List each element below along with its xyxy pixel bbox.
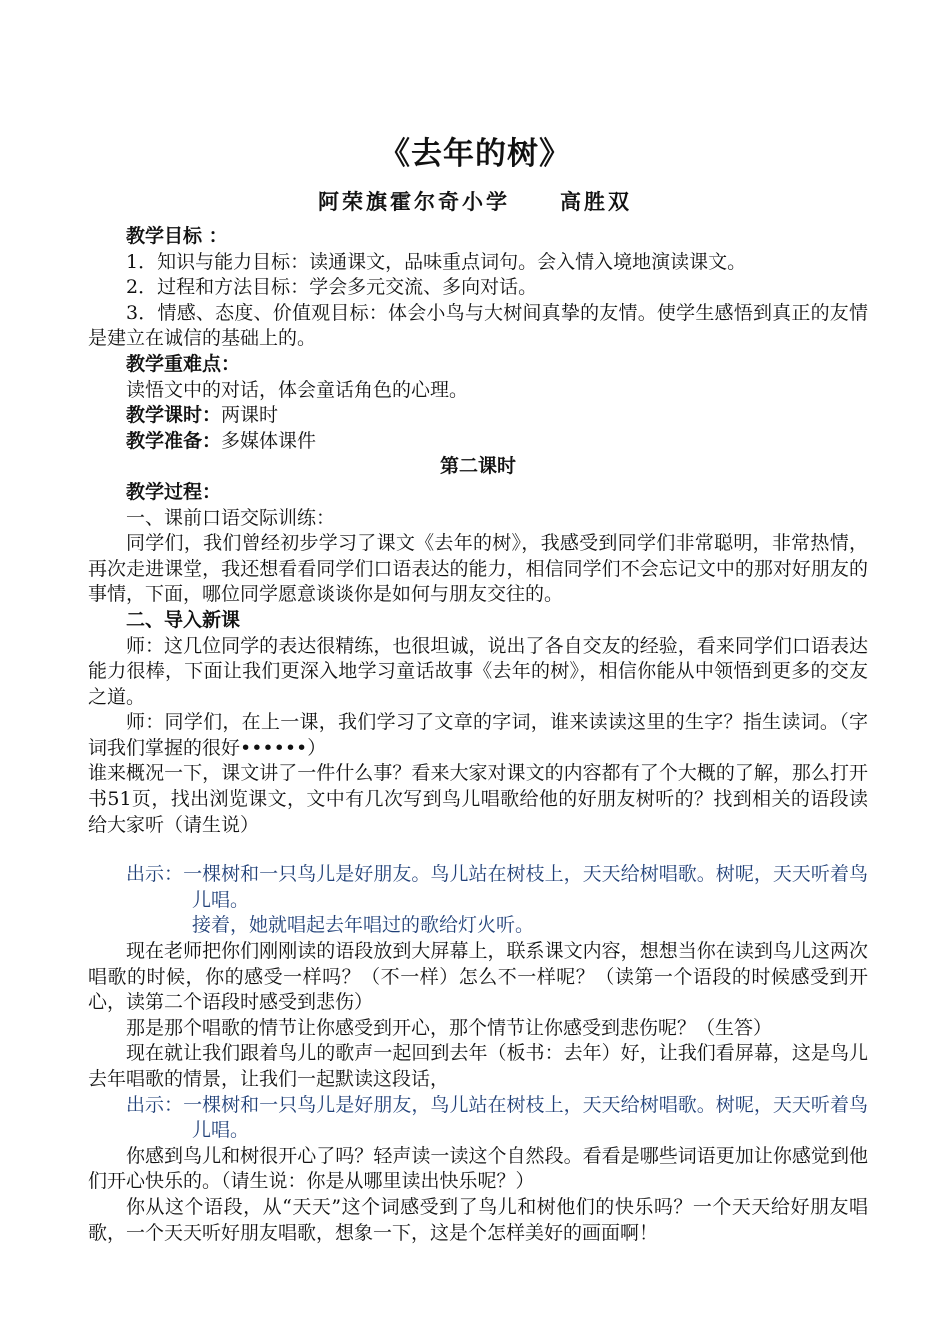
lesson-heading: 第二课时 — [439, 455, 516, 478]
section-1-heading: 一、课前口语交际训练： — [126, 506, 336, 529]
shown-quote-2: 接着，她就唱起去年唱过的歌给灯火听。 — [192, 914, 535, 937]
process-heading: 教学过程： — [126, 480, 222, 503]
paragraph-1: 同学们，我们曾经初步学习了课文《去年的树》，我感受到同学们非常聪明，非常热情，再次走进课堂，我还想看看同学们口语表达的能力，相信同学们不会忘记文中的那对好朋友的事情，下面，哪位同学愿意谈谈你是如何与朋友交往的。 — [88, 532, 868, 606]
section-2-heading: 二、导入新课 — [126, 608, 241, 631]
paragraph-2: 师：这几位同学的表达很精练，也很坦诚，说出了各自交友的经验，看来同学们口语表达能力很棒，下面让我们更深入地学习童话故事《去年的树》，相信你能从中领悟到更多的交友之道。 — [88, 634, 868, 708]
prep-value: 多媒体课件 — [221, 429, 317, 452]
objective-2: 2．过程和方法目标：学会多元交流、多向对话。 — [126, 276, 538, 299]
paragraph-4: 谁来概况一下，课文讲了一件什么事？看来大家对课文的内容都有了个大概的了解，那么打开书51页，找出浏览课文，文中有几次写到鸟儿唱歌给他的好朋友树听的？找到相关的语段读给大家听（请生说） — [88, 762, 868, 836]
objective-1: 1．知识与能力目标：读通课文，品味重点词句。会入情入境地演读课文。 — [126, 250, 747, 273]
difficulty-heading: 教学重难点： — [126, 352, 241, 375]
paragraph-3: 师：同学们，在上一课，我们学习了文章的字词，谁来读读这里的生字？指生读词。（字词我们掌握的很好••••••） — [88, 711, 868, 759]
paragraph-5: 现在老师把你们刚刚读的语段放到大屏幕上，联系课文内容，想想当你在读到鸟儿这两次唱歌的时候，你的感受一样吗？（不一样）怎么不一样呢？（读第一个语段的时候感受到开心，读第二个语段时感受到悲伤） — [88, 940, 868, 1014]
author-name: 高胜双 — [560, 190, 632, 214]
spacer — [88, 838, 868, 862]
paragraph-7: 现在就让我们跟着鸟儿的歌声一起回到去年（板书：去年）好，让我们看屏幕，这是鸟儿去年唱歌的情景，让我们一起默读这段话， — [88, 1042, 868, 1090]
school-name: 阿荣旗霍尔奇小学 — [318, 190, 510, 214]
shown-quote-3: 出示：一棵树和一只鸟儿是好朋友，鸟儿站在树枝上，天天给树唱歌。树呢，天天听着鸟儿唱。 — [126, 1093, 868, 1142]
hours-line — [88, 403, 868, 429]
hours-label: 教学课时： — [126, 404, 222, 427]
prep-label: 教学准备： — [126, 429, 222, 452]
objective-3: 3．情感、态度、价值观目标：体会小鸟与大树间真挚的友情。使学生感悟到真正的友情是建立在诚信的基础上的。 — [88, 301, 868, 350]
document-body — [88, 224, 868, 1246]
prep-line — [88, 429, 868, 455]
author-line — [0, 186, 950, 216]
document-title: 《去年的树》 — [379, 136, 571, 172]
hours-value: 两课时 — [221, 404, 279, 427]
paragraph-6: 那是那个唱歌的情节让你感受到开心，那个情节让你感受到悲伤呢？（生答） — [126, 1016, 773, 1039]
difficulty-text: 读悟文中的对话，体会童话角色的心理。 — [126, 378, 469, 401]
shown-quote-1: 出示：一棵树和一只鸟儿是好朋友。鸟儿站在树枝上，天天给树唱歌。树呢，天天听着鸟儿唱。 — [126, 863, 868, 911]
paragraph-8: 你感到鸟儿和树很开心了吗？轻声读一读这个自然段。看看是哪些词语更加让你感觉到他们开心快乐的。（请生说：你是从哪里读出快乐呢？） — [88, 1144, 868, 1193]
paragraph-9: 你从这个语段，从“天天”这个词感受到了鸟儿和树他们的快乐吗？一个天天给好朋友唱歌，一个天天听好朋友唱歌，想象一下，这是个怎样美好的画面啊！ — [88, 1195, 868, 1244]
objectives-heading: 教学目标 ： — [126, 225, 228, 247]
